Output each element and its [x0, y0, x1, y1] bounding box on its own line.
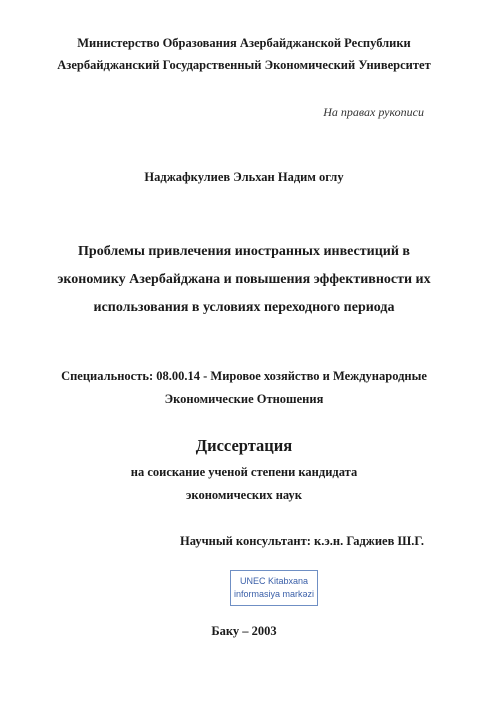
scientific-consultant: Научный консультант: к.э.н. Гаджиев Ш.Г.: [179, 534, 424, 548]
stamp-line-1: UNEC Kitabxana: [239, 576, 309, 586]
stamp-line-2: informasiya markəzi: [233, 589, 315, 599]
author-name: Наджафкулиев Эльхан Надим оглу: [144, 170, 344, 184]
library-stamp: [230, 570, 318, 606]
title-line-2: экономику Азербайджана и повышения эффективности их: [57, 272, 431, 287]
university-heading: Азербайджанский Государственный Экономический Университет: [57, 58, 431, 72]
city-year: Баку – 2003: [211, 624, 277, 638]
manuscript-note: На правах рукописи: [323, 105, 424, 119]
degree-line-2: экономических наук: [186, 488, 302, 502]
title-line-1: Проблемы привлечения иностранных инвестиций в: [78, 244, 410, 259]
ministry-heading: Министерство Образования Азербайджанской Республики: [77, 36, 411, 50]
work-type-heading: Диссертация: [195, 436, 293, 455]
specialty-line-1: Специальность: 08.00.14 - Мировое хозяйство и Международные: [61, 369, 427, 383]
degree-line-1: на соискание ученой степени кандидата: [130, 465, 358, 479]
specialty-line-2: Экономические Отношения: [164, 392, 324, 406]
title-line-3: использования в условиях переходного периода: [93, 300, 395, 315]
